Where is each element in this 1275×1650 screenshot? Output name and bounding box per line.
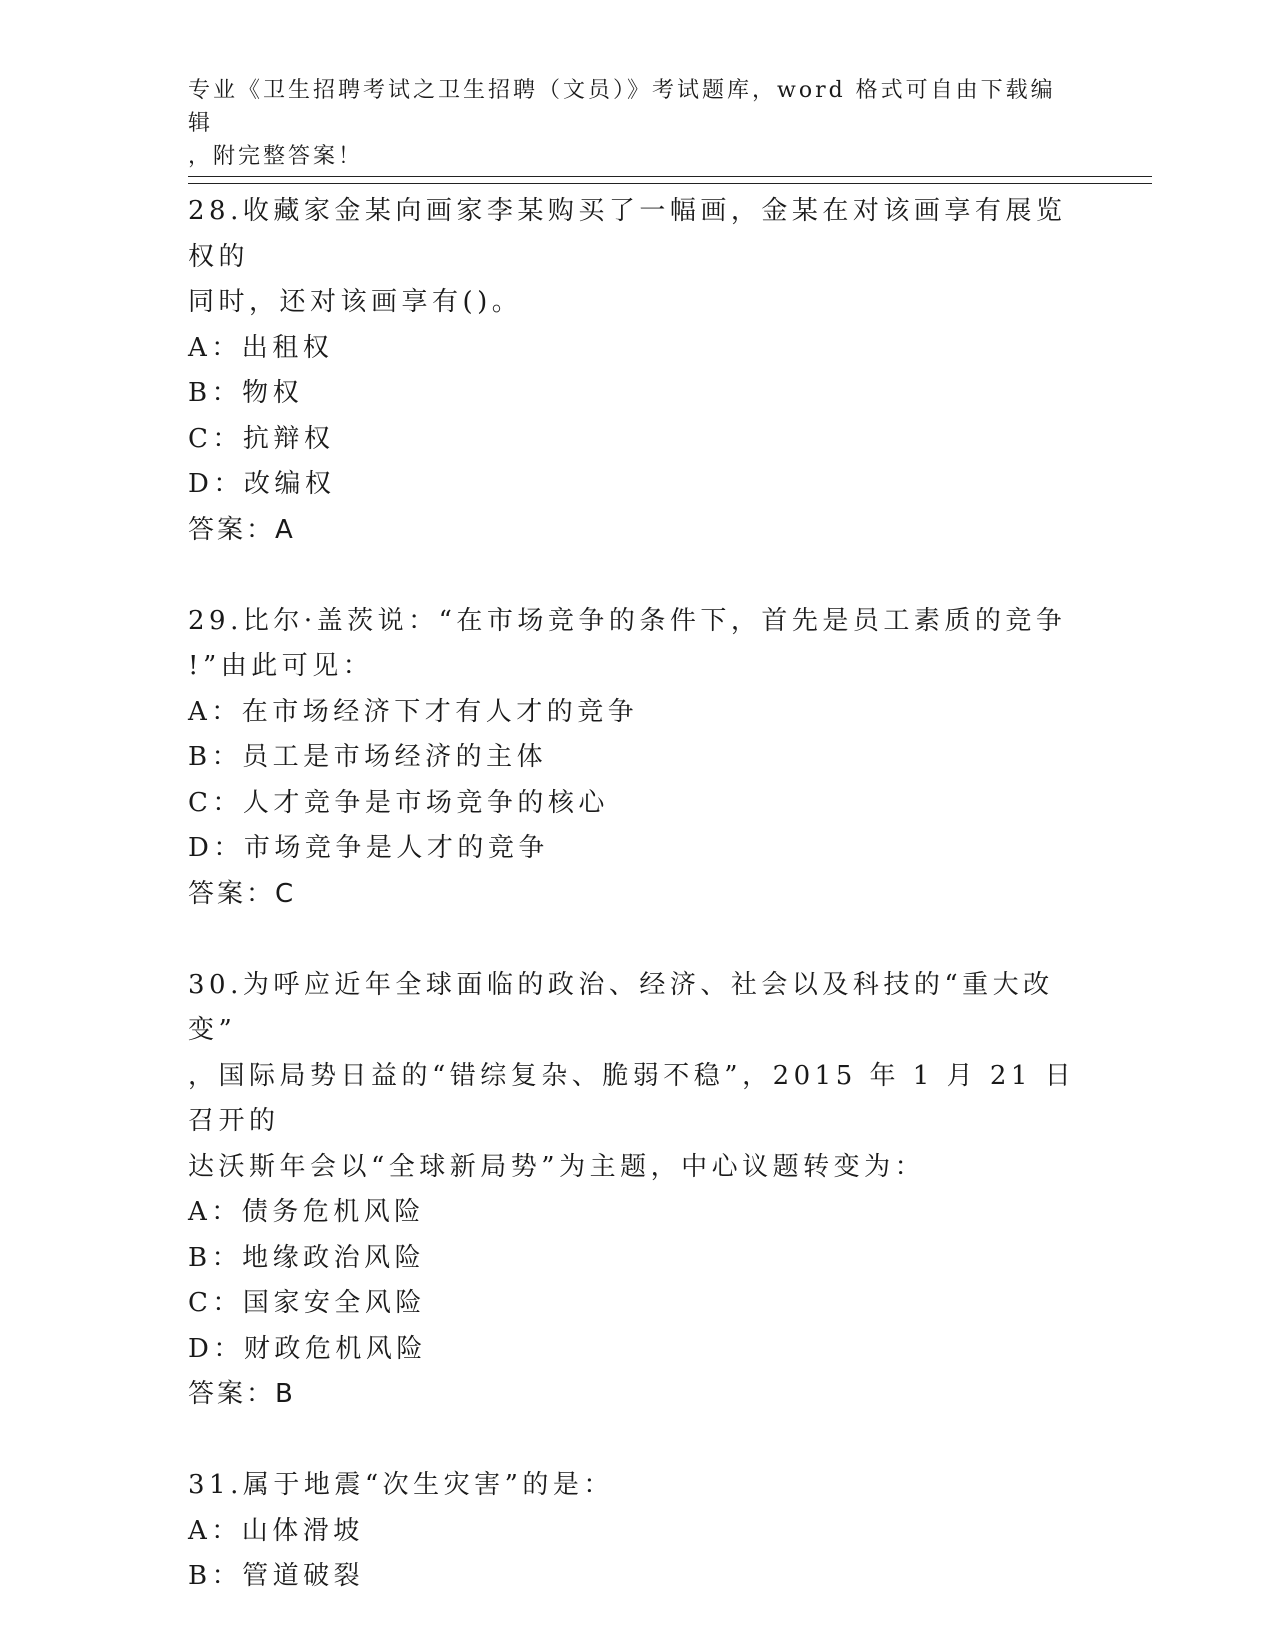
question-block bbox=[188, 1463, 1088, 1600]
question-text-line: 达沃斯年会以“全球新局势”为主题，中心议题转变为： bbox=[188, 1151, 926, 1182]
header-divider-top bbox=[188, 176, 1152, 177]
answer-option: C：抗辩权 bbox=[188, 423, 335, 454]
answer-option: A：债务危机风险 bbox=[188, 1197, 425, 1227]
question-spacer bbox=[188, 1418, 1088, 1464]
question-text-line: 31.属于地震“次生灾害”的是： bbox=[188, 1470, 614, 1500]
question-text-line: 同时，还对该画享有()。 bbox=[188, 287, 523, 317]
question-text-line: 28.收藏家金某向画家李某购买了一幅画，金某在对该画享有展览权的 bbox=[188, 196, 1067, 272]
answer-option: B：员工是市场经济的主体 bbox=[188, 742, 548, 772]
answer-option: B：物权 bbox=[188, 378, 304, 408]
question-block bbox=[188, 599, 1088, 918]
answer-option: A：在市场经济下才有人才的竞争 bbox=[188, 696, 639, 727]
answer-option: C：人才竞争是市场竞争的核心 bbox=[188, 787, 609, 818]
document-header bbox=[188, 74, 1068, 173]
question-text-line: ，国际局势日益的“错综复杂、脆弱不稳”，2015 年 1 月 21 日召开的 bbox=[188, 1060, 1076, 1136]
question-text-line: !”由此可见： bbox=[188, 651, 374, 681]
answer-option: D：市场竞争是人才的竞争 bbox=[188, 833, 549, 863]
answer-key: 答案：A bbox=[188, 514, 296, 545]
answer-option: D：改编权 bbox=[188, 469, 336, 499]
header-line-2: ，附完整答案！ bbox=[188, 144, 364, 169]
answer-option: A：山体滑坡 bbox=[188, 1515, 364, 1546]
answer-option: A：出租权 bbox=[188, 332, 334, 363]
question-spacer bbox=[188, 917, 1088, 963]
question-block bbox=[188, 189, 1088, 553]
question-text-line: 30.为呼应近年全球面临的政治、经济、社会以及科技的“重大改变” bbox=[188, 969, 1054, 1045]
answer-key: 答案：B bbox=[188, 1379, 296, 1409]
answer-option: C：国家安全风险 bbox=[188, 1288, 426, 1318]
answer-option: D：财政危机风险 bbox=[188, 1333, 427, 1364]
question-spacer bbox=[188, 553, 1088, 599]
question-block bbox=[188, 963, 1088, 1418]
header-divider-bottom bbox=[188, 183, 1152, 184]
answer-key: 答案：C bbox=[188, 878, 297, 909]
question-text-line: 29.比尔·盖茨说：“在市场竞争的条件下，首先是员工素质的竞争 bbox=[188, 605, 1067, 636]
header-line-1: 专业《卫生招聘考试之卫生招聘（文员）》考试题库，word 格式可自由下载编辑 bbox=[188, 78, 1056, 136]
answer-option: B：地缘政治风险 bbox=[188, 1242, 426, 1273]
question-list bbox=[188, 189, 1088, 1600]
answer-option: B：管道破裂 bbox=[188, 1561, 365, 1591]
